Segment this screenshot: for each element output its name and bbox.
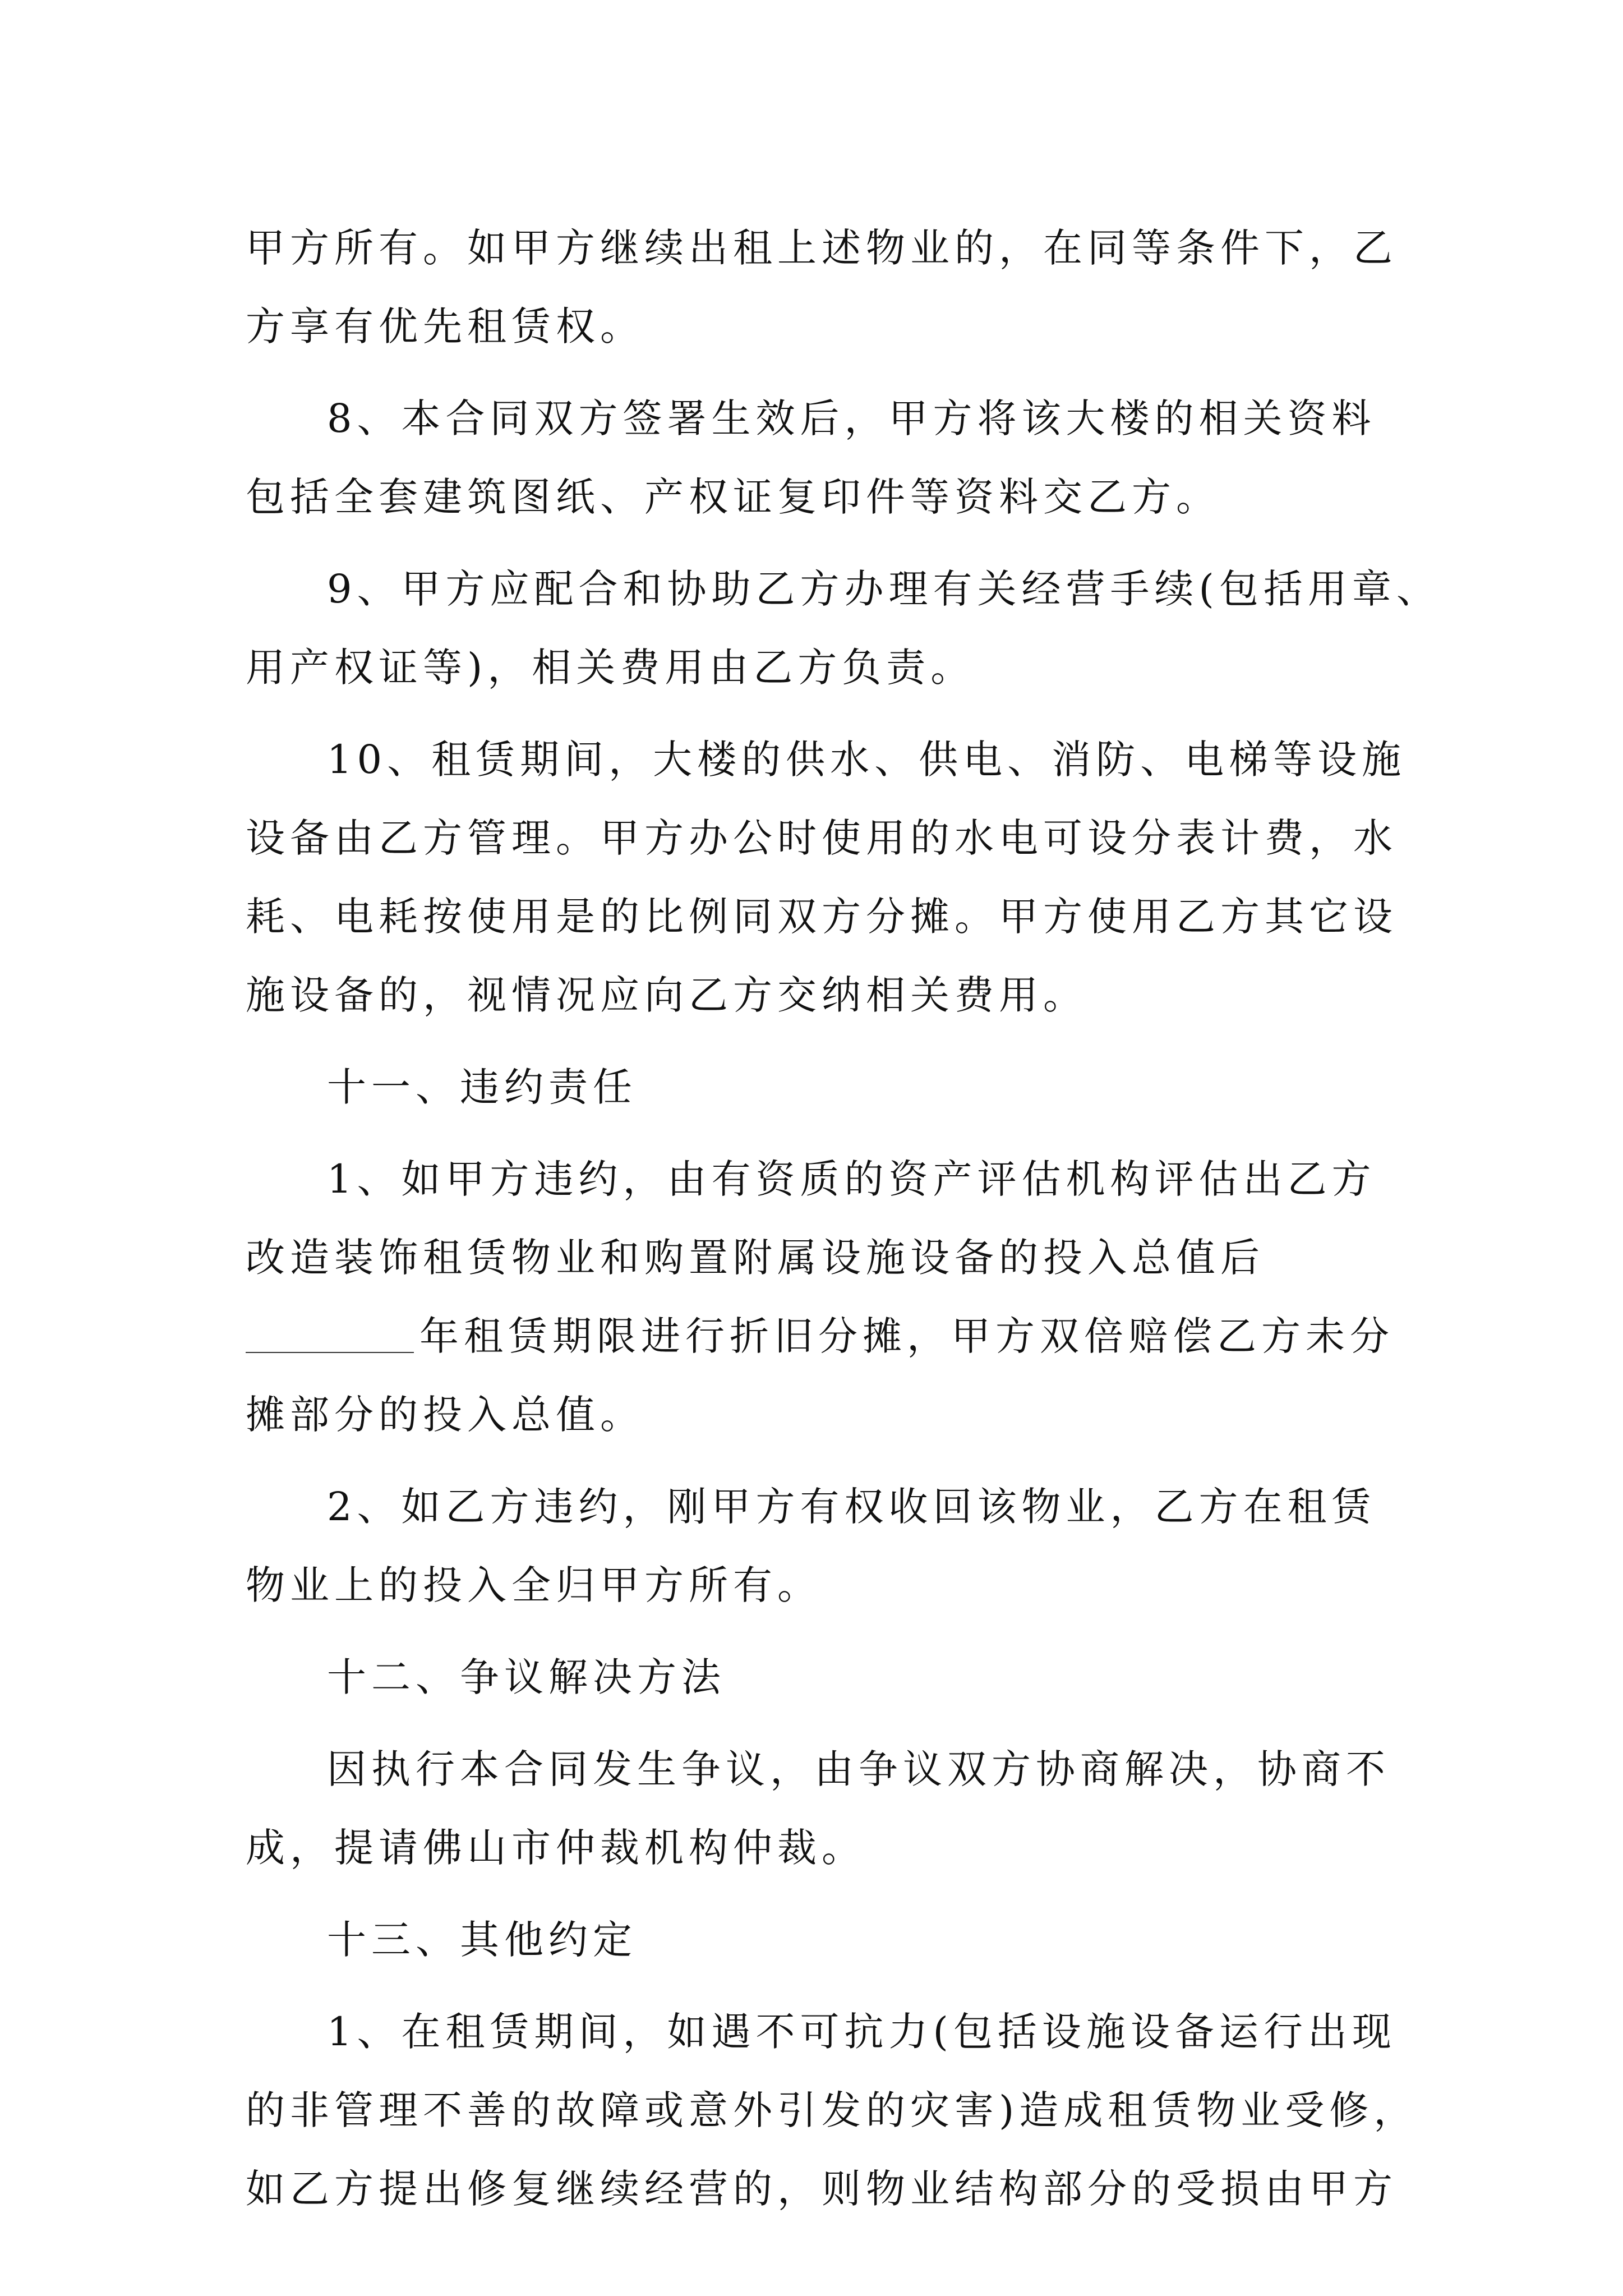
paragraph-line: 耗、电耗按使用是的比例同双方分摊。甲方使用乙方其它设 (246, 894, 1398, 940)
section-heading: 十一、违约责任 (327, 1064, 637, 1110)
paragraph-line: 方享有优先租赁权。 (246, 303, 644, 349)
paragraph-line: 成，提请佛山市仲裁机构仲裁。 (246, 1825, 866, 1871)
fill-in-blank (246, 1313, 414, 1353)
paragraph-line: 甲方所有。如甲方继续出租上述物业的，在同等条件下，乙 (246, 225, 1398, 271)
paragraph-line: 改造装饰租赁物业和购置附属设施设备的投入总值后 (246, 1235, 1265, 1281)
paragraph-line: 9、甲方应配合和协助乙方办理有关经营手续(包括用章、 (327, 566, 1441, 612)
paragraph-line: 包括全套建筑图纸、产权证复印件等资料交乙方。 (246, 474, 1220, 520)
paragraph-line: 2、如乙方违约，刚甲方有权收回该物业，乙方在租赁 (327, 1484, 1376, 1530)
paragraph-line: 如乙方提出修复继续经营的，则物业结构部分的受损由甲方 (246, 2166, 1398, 2212)
paragraph-line: 8、本合同双方签署生效后，甲方将该大楼的相关资料 (327, 395, 1376, 441)
paragraph-line: 10、租赁期间，大楼的供水、供电、消防、电梯等设施 (327, 737, 1407, 783)
paragraph-line: 的非管理不善的故障或意外引发的灾害)造成租赁物业受修， (246, 2087, 1418, 2133)
paragraph-line: 1、在租赁期间，如遇不可抗力(包括设施设备运行出现 (327, 2009, 1396, 2055)
paragraph-line: 施设备的，视情况应向乙方交纳相关费用。 (246, 972, 1087, 1018)
paragraph-text: 年租赁期限进行折旧分摊，甲方双倍赔偿乙方未分 (419, 1313, 1394, 1359)
paragraph-line: 用产权证等)，相关费用由乙方负责。 (246, 645, 975, 691)
section-heading: 十三、其他约定 (327, 1917, 637, 1963)
paragraph-line: 因执行本合同发生争议，由争议双方协商解决，协商不 (327, 1746, 1390, 1792)
document-body (246, 209, 1441, 2228)
paragraph-line: 物业上的投入全归甲方所有。 (246, 1562, 822, 1608)
paragraph-line: 设备由乙方管理。甲方办公时使用的水电可设分表计费，水 (246, 815, 1398, 861)
paragraph-line: 摊部分的投入总值。 (246, 1392, 644, 1438)
paragraph-line-with-blank (246, 1297, 1394, 1375)
paragraph-line: 1、如甲方违约，由有资质的资产评估机构评估出乙方 (327, 1156, 1376, 1202)
section-heading: 十二、争议解决方法 (327, 1654, 726, 1700)
